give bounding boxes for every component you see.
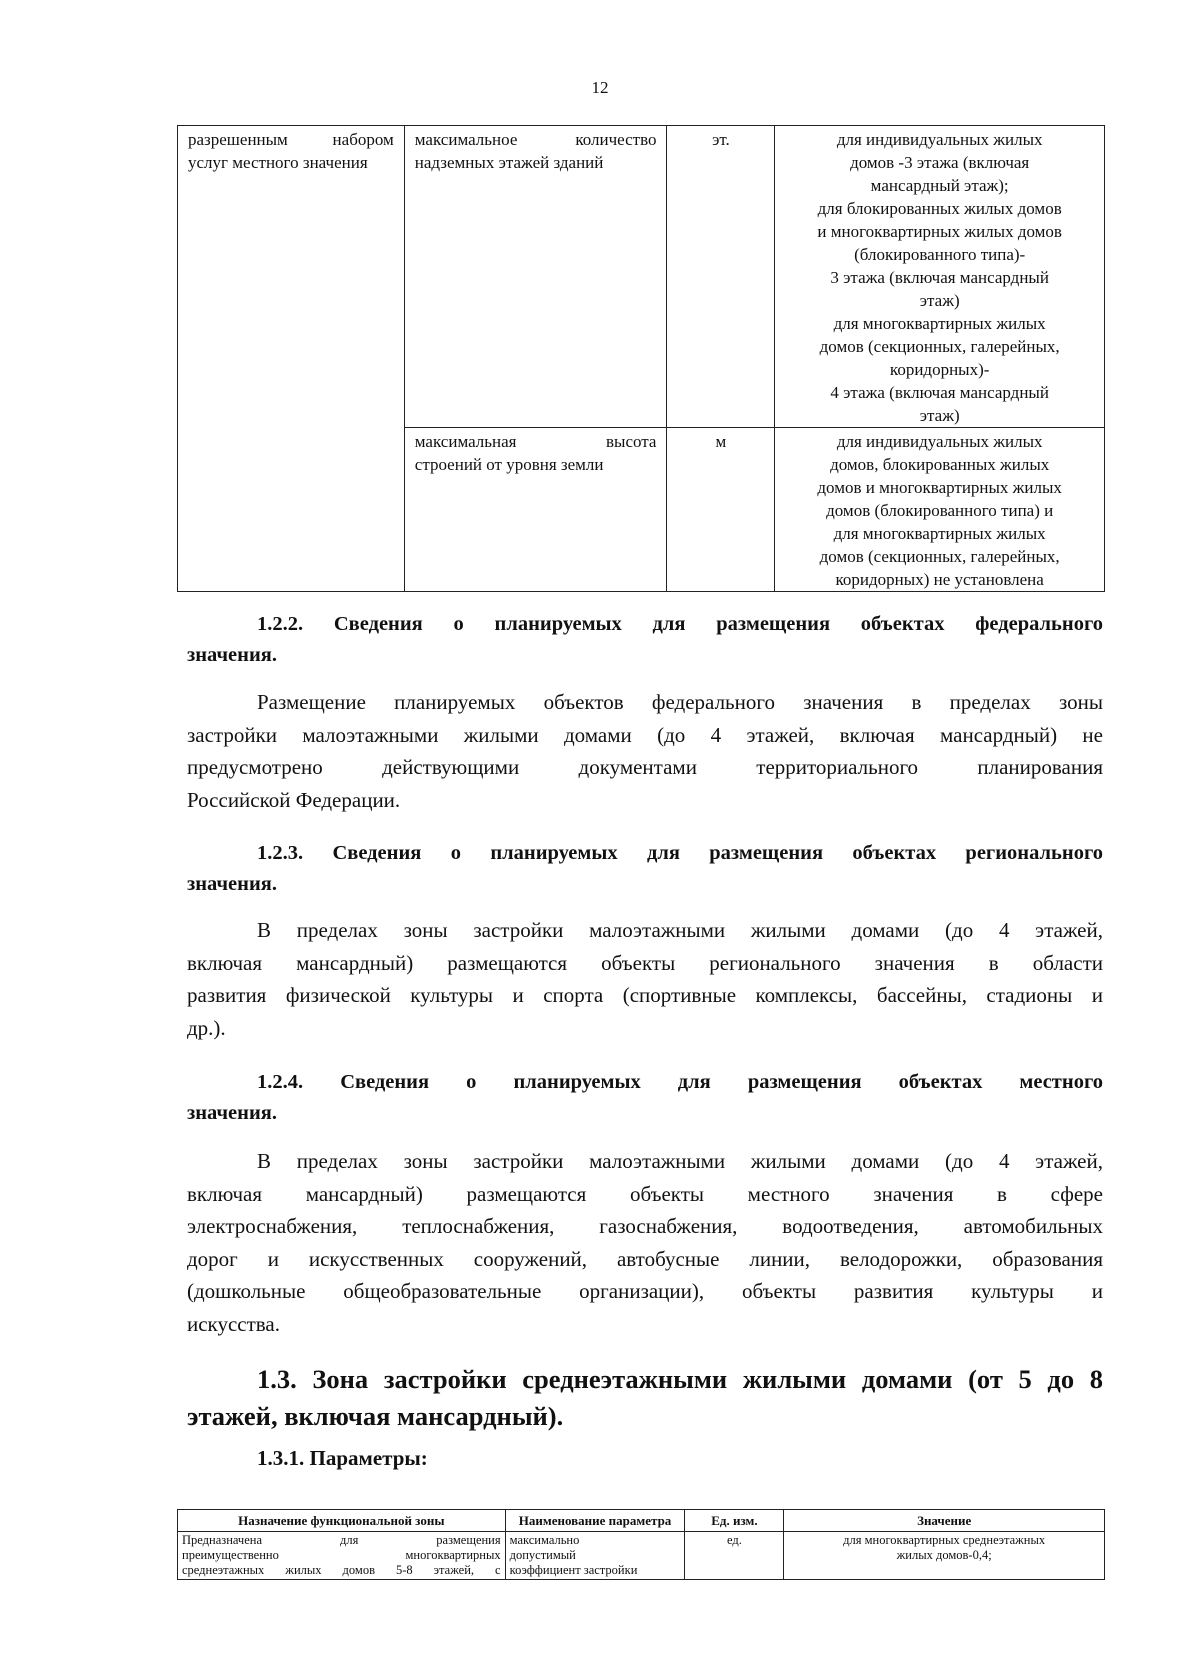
paragraph-1-2-4: В пределах зоны застройки малоэтажными жилыми домами (до 4 этажей, включая мансардный) размещаются объекты местного значения в сфере электроснабжения, теплоснабжения, газоснабжения, водоотведения, автомобильных дорог и искусственных сооружений, автобусные линии, велодорожки, образования (дошкольные общеобразовательные организации), объекты развития культуры и искусства. <box>187 1149 1103 1336</box>
param-name-cell: максимально допустимый коэффициент застройки <box>505 1532 685 1580</box>
section-heading-1-3-1: 1.3.1. Параметры: <box>257 1446 428 1470</box>
param-name-cell: максимальная высота строений от уровня земли <box>404 428 667 592</box>
header-zone-purpose: Назначение функциональной зоны <box>178 1510 506 1532</box>
header-value: Значение <box>784 1510 1105 1532</box>
value-cell: для индивидуальных жилых домов -3 этажа (включая мансардный этаж); для блокированных жилых домов и многоквартирных жилых домов (блокированного типа)- 3 этажа (включая мансардный этаж) для многоквартирных жилых домов (секционных, галерейных, коридорных)- 4 этажа (включая мансардный этаж) <box>775 126 1105 428</box>
section-heading-1-2-3: 1.2.3. Сведения о планируемых для размещения объектах регионального значения. <box>187 842 1103 895</box>
unit-cell: м <box>667 428 775 592</box>
value-cell: для многоквартирных среднеэтажных жилых домов-0,4; <box>784 1532 1105 1580</box>
zone-purpose-cell: разрешенным набором услуг местного значения <box>178 126 405 592</box>
unit-cell: эт. <box>667 126 775 428</box>
table-header-row <box>178 1510 1105 1532</box>
section-heading-1-2-2: 1.2.2. Сведения о планируемых для размещения объектах федерального значения. <box>187 613 1103 666</box>
table-row <box>178 126 1105 428</box>
zone-purpose-cell: Предназначена для размещения преимущественно многоквартирных среднеэтажных жилых домов 5-8 этажей, с <box>178 1532 506 1580</box>
paragraph-1-2-3: В пределах зоны застройки малоэтажными жилыми домами (до 4 этажей, включая мансардный) размещаются объекты регионального значения в области развития физической культуры и спорта (спортивные комплексы, бассейны, стадионы и др.). <box>187 918 1103 1040</box>
parameters-table-continued <box>177 125 1105 592</box>
value-cell: для индивидуальных жилых домов, блокированных жилых домов и многоквартирных жилых домов (блокированного типа) и для многоквартирных жилых домов (секционных, галерейных, коридорных) не установлена <box>775 428 1105 592</box>
header-param-name: Наименование параметра <box>505 1510 685 1532</box>
header-unit: Ед. изм. <box>685 1510 784 1532</box>
section-heading-1-3: 1.3. Зона застройки среднеэтажными жилыми домами (от 5 до 8 этажей, включая мансардный). <box>187 1364 1103 1431</box>
paragraph-1-2-2: Размещение планируемых объектов федерального значения в пределах зоны застройки малоэтажными жилыми домами (до 4 этажей, включая мансардный) не предусмотрено действующими документами территориального планирования Российской Федерации. <box>187 690 1103 812</box>
unit-cell: ед. <box>685 1532 784 1580</box>
section-heading-1-2-4: 1.2.4. Сведения о планируемых для размещения объектах местного значения. <box>187 1071 1103 1124</box>
table-row <box>178 1532 1105 1580</box>
parameters-table-1-3-1 <box>177 1509 1105 1580</box>
param-name-cell: максимальное количество надземных этажей зданий <box>404 126 667 428</box>
page-number: 12 <box>591 78 609 97</box>
